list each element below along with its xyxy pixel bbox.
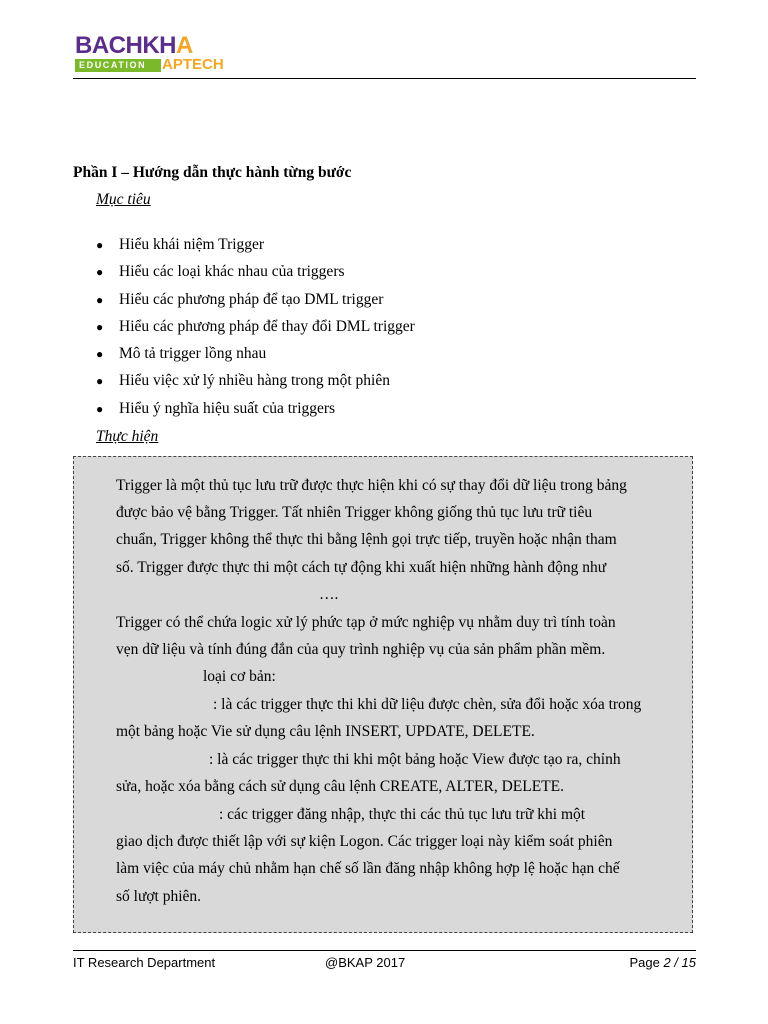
content-box [73, 456, 693, 933]
list-item [96, 235, 415, 262]
bullet-icon: ● [96, 265, 104, 280]
content-line: làm việc của máy chủ nhằm hạn chế số lần đăng nhập không hợp lệ hoặc hạn chế [116, 860, 620, 877]
content-line: số. Trigger được thực thi một cách tự động khi xuất hiện những hành động như [116, 559, 607, 576]
content-line: loại cơ bản: [203, 668, 276, 685]
header-divider [73, 78, 696, 79]
content-line: : các trigger đăng nhập, thực thi các thủ tục lưu trữ khi một [219, 806, 586, 823]
footer-copyright: @BKAP 2017 [325, 955, 406, 970]
content-line: chuẩn, Trigger không thể thực thi bằng lệnh gọi trực tiếp, truyền hoặc nhận tham [116, 531, 617, 548]
page-indicator [629, 955, 696, 970]
list-item [96, 317, 415, 344]
bachkhoa-aptech-logo [75, 34, 230, 74]
logo-subline [75, 58, 230, 72]
objective-text: Hiểu các phương pháp để tạo DML trigger [119, 290, 384, 308]
objectives-list [96, 235, 415, 426]
footer-divider [73, 950, 696, 951]
bullet-icon: ● [96, 238, 104, 252]
list-item [96, 262, 415, 289]
logo-text-main: BACHKH [75, 32, 176, 59]
page-label: Page [629, 955, 660, 970]
objective-text: Hiểu các phương pháp để thay đổi DML trigger [119, 317, 415, 335]
content-line: …. [319, 586, 339, 603]
content-line: Trigger là một thủ tục lưu trữ được thực hiện khi có sự thay đổi dữ liệu trong bảng [116, 477, 627, 494]
footer-department: IT Research Department [73, 955, 216, 970]
objective-text: Hiểu khái niệm Trigger [119, 236, 265, 253]
content-line: số lượt phiên. [116, 888, 202, 905]
content-line: Trigger có thể chứa logic xử lý phức tạp ở mức nghiệp vụ nhằm duy trì tính toàn [116, 614, 616, 631]
logo-text-accent: A [176, 32, 193, 59]
content-line: vẹn dữ liệu và tính đúng đắn của quy trình nghiệp vụ của sản phẩm phần mềm. [116, 641, 606, 658]
section-title: Phần I – Hướng dẫn thực hành từng bước [73, 164, 352, 181]
content-line: : là các trigger thực thi khi một bảng hoặc View được tạo ra, chỉnh [209, 751, 621, 768]
objective-text: Mô tả trigger lồng nhau [119, 345, 267, 363]
list-item [96, 290, 415, 317]
bullet-icon: ● [96, 401, 104, 416]
content-line: : là các trigger thực thi khi dữ liệu được chèn, sửa đổi hoặc xóa trong [213, 696, 642, 713]
content-line: một bảng hoặc Vie sử dụng câu lệnh INSERT, UPDATE, DELETE. [116, 723, 535, 740]
objective-text: Hiểu các loại khác nhau của triggers [119, 263, 345, 281]
bullet-icon: ● [96, 347, 104, 362]
objective-heading: Mục tiêu [96, 191, 151, 208]
objective-text: Hiểu ý nghĩa hiệu suất của triggers [119, 399, 336, 417]
bullet-icon: ● [96, 374, 104, 389]
content-line: được bảo vệ bằng Trigger. Tất nhiên Trigger không giống thủ tục lưu trữ tiêu [116, 504, 593, 521]
content-line: giao dịch được thiết lập với sự kiện Logon. Các trigger loại này kiểm soát phiên [116, 833, 613, 850]
list-item [96, 344, 415, 371]
bullet-icon: ● [96, 319, 104, 334]
page-number: 2 / 15 [663, 955, 696, 970]
bullet-icon: ● [96, 292, 104, 307]
content-line: sửa, hoặc xóa bằng cách sử dụng câu lệnh CREATE, ALTER, DELETE. [116, 778, 564, 795]
practice-heading: Thực hiện [96, 428, 159, 445]
list-item [96, 399, 415, 426]
logo-education-band: EDUCATION [75, 59, 161, 72]
logo-aptech-text: APTECH [162, 56, 224, 73]
logo-wordmark [75, 34, 230, 58]
list-item [96, 371, 415, 398]
objective-text: Hiểu việc xử lý nhiều hàng trong một phiên [119, 372, 390, 390]
